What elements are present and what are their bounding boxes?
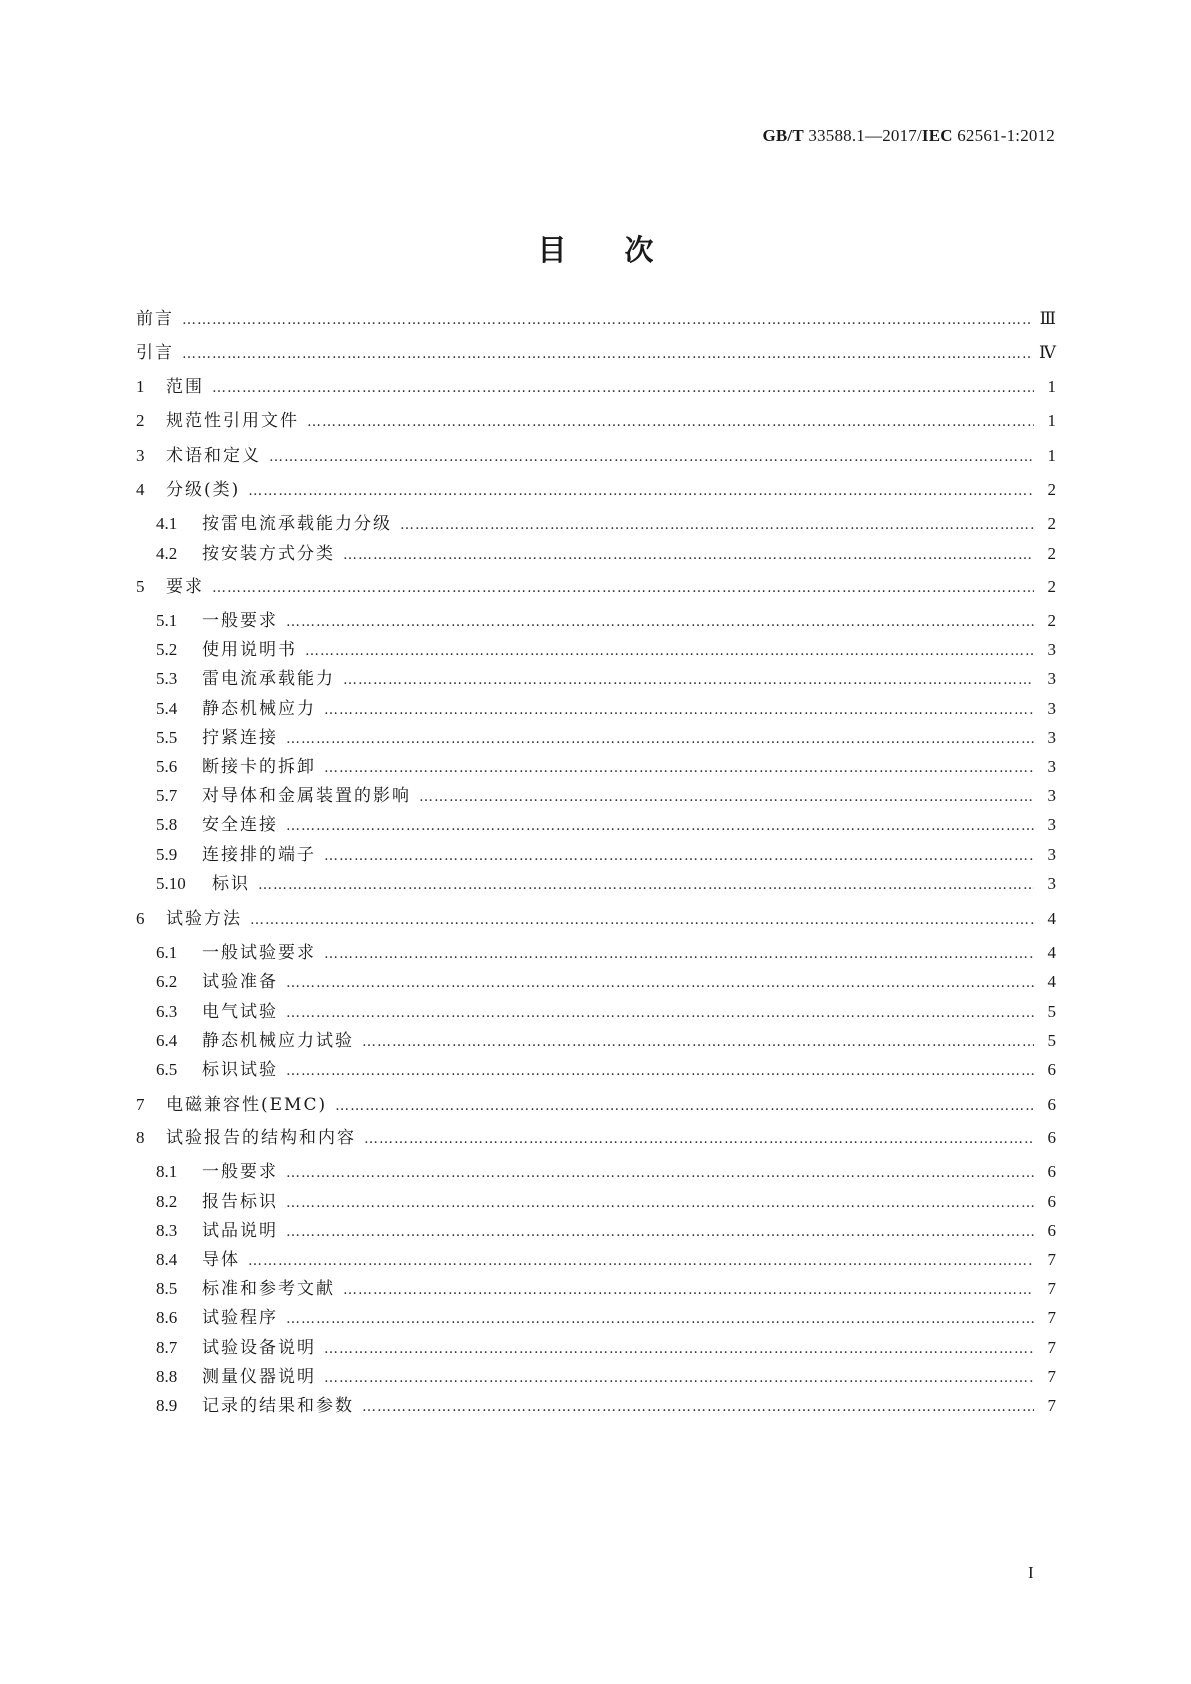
toc-entry-page: 7 xyxy=(1047,1338,1056,1357)
toc-entry-page: 1 xyxy=(1047,377,1056,396)
toc-entry[interactable] xyxy=(156,1364,1056,1390)
toc-entry-number: 5.6 xyxy=(156,757,178,776)
dot-leader xyxy=(343,542,1034,568)
toc-entry-title: 静态机械应力试验 xyxy=(202,1031,354,1051)
toc-entry-title: 引言 xyxy=(136,343,174,363)
toc-entry[interactable] xyxy=(156,511,1056,537)
toc-entry[interactable] xyxy=(156,1218,1056,1244)
standard-code xyxy=(762,126,1055,146)
dot-leader xyxy=(248,478,1034,504)
toc-entry-page: 6 xyxy=(1047,1095,1056,1114)
toc-entry-page: 1 xyxy=(1047,411,1056,430)
toc-entry-page: 2 xyxy=(1047,611,1056,630)
toc-entry-number: 8.7 xyxy=(156,1338,178,1357)
toc-entry[interactable] xyxy=(156,969,1056,995)
toc-entry-title: 术语和定义 xyxy=(166,446,261,466)
toc-entry-number: 8.2 xyxy=(156,1192,178,1211)
toc-entry[interactable] xyxy=(156,754,1056,780)
toc-entry-title: 一般要求 xyxy=(202,611,278,631)
dot-leader xyxy=(324,697,1034,723)
toc-title: 目次 xyxy=(537,233,712,267)
toc-entry-number: 5.10 xyxy=(156,874,186,893)
toc-entry-title: 试验报告的结构和内容 xyxy=(166,1128,356,1148)
toc-entry[interactable] xyxy=(156,871,1056,897)
toc-entry-number: 4.2 xyxy=(156,544,178,563)
std-code-iec-number: 62561-1:2012 xyxy=(952,126,1055,145)
dot-leader xyxy=(286,1000,1034,1026)
toc-entry-page: 3 xyxy=(1047,845,1056,864)
dot-leader xyxy=(324,755,1034,781)
toc-entry-title: 连接排的端子 xyxy=(202,845,316,865)
toc-entry-page: 3 xyxy=(1047,874,1056,893)
dot-leader xyxy=(269,444,1034,470)
dot-leader xyxy=(400,512,1034,538)
toc-entry-title: 测量仪器说明 xyxy=(202,1367,316,1387)
toc-entry-title: 按安装方式分类 xyxy=(202,544,335,564)
dot-leader xyxy=(248,1248,1034,1274)
toc-entry-page: 7 xyxy=(1047,1308,1056,1327)
toc-entry-number: 5.3 xyxy=(156,669,178,688)
toc-entry[interactable] xyxy=(156,1305,1056,1331)
toc-entry-title: 断接卡的拆卸 xyxy=(202,757,316,777)
toc-entry[interactable] xyxy=(156,999,1056,1025)
toc-entry-page: 5 xyxy=(1047,1002,1056,1021)
dot-leader xyxy=(324,941,1034,967)
toc-entry-page: 3 xyxy=(1047,699,1056,718)
toc-entry[interactable] xyxy=(156,1393,1056,1419)
dot-leader xyxy=(182,307,1032,333)
dot-leader xyxy=(343,1277,1034,1303)
toc-entry-page: 5 xyxy=(1047,1031,1056,1050)
toc-entry-number: 1 xyxy=(136,377,145,396)
toc-entry-title: 要求 xyxy=(166,577,204,597)
dot-leader xyxy=(286,1058,1034,1084)
toc-entry-number: 8.1 xyxy=(156,1162,178,1181)
toc-entry-title: 导体 xyxy=(202,1250,240,1270)
toc-entry-title: 一般试验要求 xyxy=(202,943,316,963)
dot-leader xyxy=(324,1336,1034,1362)
toc-entry-number: 8.3 xyxy=(156,1221,178,1240)
dot-leader xyxy=(286,609,1034,635)
dot-leader xyxy=(286,1160,1034,1186)
dot-leader xyxy=(305,638,1034,664)
toc-entry-number: 3 xyxy=(136,446,145,465)
toc-entry[interactable] xyxy=(156,725,1056,751)
dot-leader xyxy=(286,1219,1034,1245)
toc-entry-page: 4 xyxy=(1047,909,1056,928)
toc-entry-title: 试验设备说明 xyxy=(202,1338,316,1358)
toc-entry-title: 规范性引用文件 xyxy=(166,411,299,431)
dot-leader xyxy=(307,409,1034,435)
toc-entry[interactable] xyxy=(136,906,1056,932)
dot-leader xyxy=(258,872,1034,898)
toc-entry-number: 5.5 xyxy=(156,728,178,747)
toc-entry-page: 6 xyxy=(1047,1060,1056,1079)
toc-entry-page: 7 xyxy=(1047,1250,1056,1269)
dot-leader xyxy=(362,1394,1034,1420)
std-code-number: 33588.1—2017/ xyxy=(803,126,922,145)
toc-entry-title: 拧紧连接 xyxy=(202,728,278,748)
toc-entry-number: 6.3 xyxy=(156,1002,178,1021)
toc-entry-title: 按雷电流承载能力分级 xyxy=(202,514,392,534)
toc-entry-number: 6.2 xyxy=(156,972,178,991)
toc-entry-number: 8.4 xyxy=(156,1250,178,1269)
toc-entry-number: 5.2 xyxy=(156,640,178,659)
dot-leader xyxy=(362,1029,1034,1055)
toc-entry-title: 标识 xyxy=(212,874,250,894)
toc-entry-page: 3 xyxy=(1047,815,1056,834)
toc-entry-title: 标识试验 xyxy=(202,1060,278,1080)
toc-entry-title: 试品说明 xyxy=(202,1221,278,1241)
dot-leader xyxy=(286,1306,1034,1332)
toc-entry[interactable] xyxy=(156,1028,1056,1054)
toc-entry-number: 4.1 xyxy=(156,514,178,533)
toc-entry-page: 6 xyxy=(1047,1128,1056,1147)
toc-entry-title: 雷电流承载能力 xyxy=(202,669,335,689)
toc-entry[interactable] xyxy=(156,637,1056,663)
toc-entry-number: 6.1 xyxy=(156,943,178,962)
dot-leader xyxy=(324,843,1034,869)
dot-leader xyxy=(250,907,1034,933)
toc-entry-page: 2 xyxy=(1047,514,1056,533)
toc-entry-number: 6.4 xyxy=(156,1031,178,1050)
toc-entry-page: Ⅳ xyxy=(1039,343,1056,362)
toc-entry[interactable] xyxy=(156,842,1056,868)
toc-entry-number: 6.5 xyxy=(156,1060,178,1079)
toc-entry[interactable] xyxy=(156,1189,1056,1215)
toc-entry[interactable] xyxy=(136,1092,1056,1118)
toc-entry-number: 8.9 xyxy=(156,1396,178,1415)
dot-leader xyxy=(212,575,1034,601)
toc-entry-title: 范围 xyxy=(166,377,204,397)
toc-entry-number: 4 xyxy=(136,480,145,499)
toc-entry-page: 3 xyxy=(1047,728,1056,747)
toc-entry-page: Ⅲ xyxy=(1039,309,1056,328)
toc-entry-number: 8.5 xyxy=(156,1279,178,1298)
dot-leader xyxy=(286,726,1034,752)
toc-entry[interactable] xyxy=(136,340,1056,366)
toc-entry[interactable] xyxy=(136,306,1056,332)
toc-entry-page: 3 xyxy=(1047,786,1056,805)
dot-leader xyxy=(182,341,1031,367)
toc-entry[interactable] xyxy=(156,783,1056,809)
toc-entry[interactable] xyxy=(156,940,1056,966)
toc-entry-page: 7 xyxy=(1047,1396,1056,1415)
toc-entry[interactable] xyxy=(136,574,1056,600)
toc-entry-number: 5.9 xyxy=(156,845,178,864)
toc-entry[interactable] xyxy=(156,1335,1056,1361)
toc-entry[interactable] xyxy=(156,1159,1056,1185)
toc-entry-title: 安全连接 xyxy=(202,815,278,835)
toc-entry[interactable] xyxy=(156,1276,1056,1302)
toc-entry-title: 对导体和金属装置的影响 xyxy=(202,786,411,806)
dot-leader xyxy=(335,1093,1034,1119)
dot-leader xyxy=(364,1126,1034,1152)
toc-entry-number: 8 xyxy=(136,1128,145,1147)
toc-entry[interactable] xyxy=(156,666,1056,692)
toc-entry-title: 试验程序 xyxy=(202,1308,278,1328)
dot-leader xyxy=(419,784,1034,810)
dot-leader xyxy=(212,375,1034,401)
toc-entry-page: 4 xyxy=(1047,943,1056,962)
toc-entry-title: 报告标识 xyxy=(202,1192,278,1212)
toc-entry-page: 3 xyxy=(1047,757,1056,776)
toc-entry[interactable] xyxy=(156,608,1056,634)
dot-leader xyxy=(286,813,1034,839)
toc-entry[interactable] xyxy=(156,541,1056,567)
page-folio: I xyxy=(1028,1563,1034,1582)
toc-entry-title: 前言 xyxy=(136,309,174,329)
toc-entry[interactable] xyxy=(156,1057,1056,1083)
toc-entry-number: 5.8 xyxy=(156,815,178,834)
toc-entry-page: 6 xyxy=(1047,1221,1056,1240)
dot-leader xyxy=(286,1190,1034,1216)
toc-entry-title: 分级(类) xyxy=(166,480,241,500)
toc-entry-number: 8.8 xyxy=(156,1367,178,1386)
dot-leader xyxy=(324,1365,1034,1391)
toc-entry-page: 4 xyxy=(1047,972,1056,991)
toc-entry-number: 5 xyxy=(136,577,145,596)
toc-entry-title: 记录的结果和参数 xyxy=(202,1396,354,1416)
toc-entry-number: 7 xyxy=(136,1095,145,1114)
toc-entry-title: 标准和参考文献 xyxy=(202,1279,335,1299)
toc-entry-title: 电气试验 xyxy=(202,1002,278,1022)
toc-entry-page: 2 xyxy=(1047,577,1056,596)
dot-leader xyxy=(343,667,1034,693)
toc-entry-number: 5.7 xyxy=(156,786,178,805)
toc-entry-number: 8.6 xyxy=(156,1308,178,1327)
toc-entry-number: 2 xyxy=(136,411,145,430)
toc-entry-page: 6 xyxy=(1047,1162,1056,1181)
toc-entry[interactable] xyxy=(156,696,1056,722)
toc-entry-page: 7 xyxy=(1047,1279,1056,1298)
toc-entry-title: 试验方法 xyxy=(166,909,242,929)
toc-entry-number: 6 xyxy=(136,909,145,928)
toc-entry[interactable] xyxy=(136,408,1056,434)
toc-entry-number: 5.4 xyxy=(156,699,178,718)
toc-entry-page: 3 xyxy=(1047,669,1056,688)
toc-entry[interactable] xyxy=(136,374,1056,400)
toc-entry-title: 电磁兼容性(EMC) xyxy=(166,1095,328,1115)
toc-entry[interactable] xyxy=(156,1247,1056,1273)
toc-entry-title: 一般要求 xyxy=(202,1162,278,1182)
toc-entry-page: 7 xyxy=(1047,1367,1056,1386)
toc-entry-number: 5.1 xyxy=(156,611,178,630)
toc-entry-page: 3 xyxy=(1047,640,1056,659)
std-code-iec: IEC xyxy=(921,126,953,145)
toc-entry-title: 静态机械应力 xyxy=(202,699,316,719)
toc-entry-page: 1 xyxy=(1047,446,1056,465)
toc-entry[interactable] xyxy=(136,443,1056,469)
dot-leader xyxy=(286,970,1034,996)
toc-entry-page: 6 xyxy=(1047,1192,1056,1211)
toc-entry-title: 使用说明书 xyxy=(202,640,297,660)
toc-entry-page: 2 xyxy=(1047,480,1056,499)
toc-entry-title: 试验准备 xyxy=(202,972,278,992)
std-code-prefix: GB/T xyxy=(762,126,804,145)
toc-entry[interactable] xyxy=(156,812,1056,838)
toc-entry[interactable] xyxy=(136,1125,1056,1151)
toc-entry-page: 2 xyxy=(1047,544,1056,563)
toc-entry[interactable] xyxy=(136,477,1056,503)
